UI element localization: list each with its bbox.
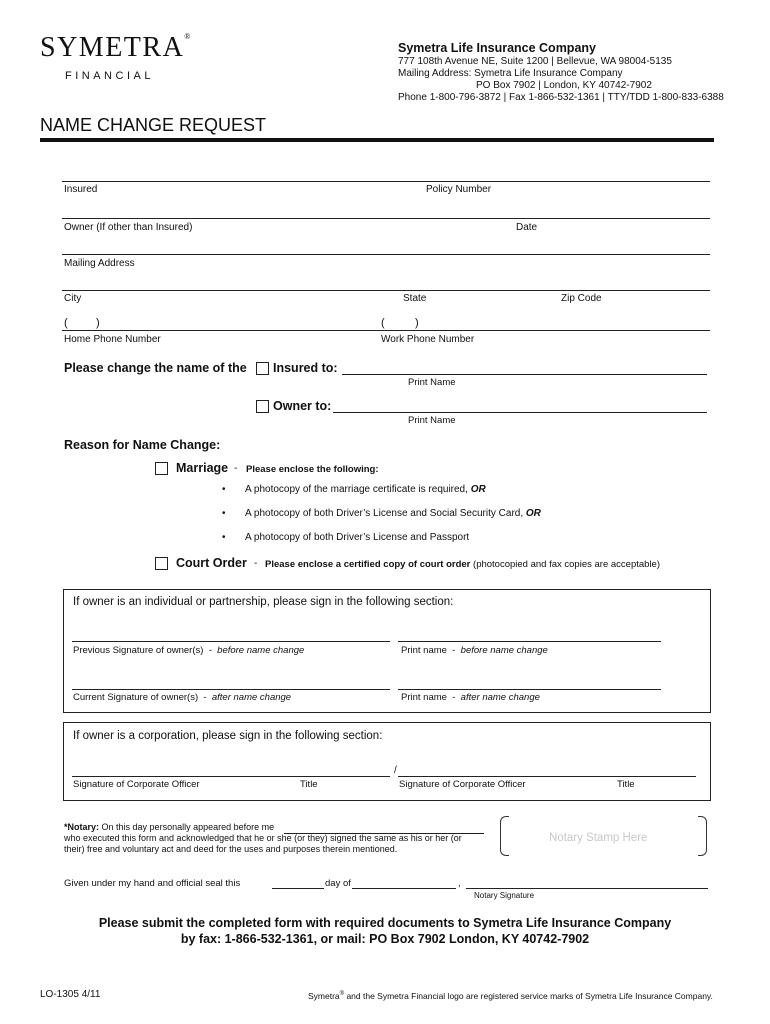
trademark-text: and the Symetra Financial logo are registered service marks of Symetra Life Insurance Company. bbox=[346, 991, 713, 1001]
trademark-notice bbox=[308, 991, 713, 1001]
court-order-checkbox[interactable] bbox=[155, 557, 168, 570]
current-print-name-text: Print name bbox=[401, 692, 447, 703]
current-print-name-after: after name change bbox=[460, 692, 540, 703]
marriage-dash: - bbox=[234, 463, 238, 474]
work-phone-paren-open: ( bbox=[381, 317, 385, 329]
state-label: State bbox=[403, 293, 427, 304]
notary-paragraph bbox=[64, 822, 504, 855]
current-signature-sep: - bbox=[203, 692, 207, 703]
insured-label: Insured bbox=[64, 184, 98, 195]
notary-appeared-line[interactable] bbox=[284, 833, 484, 834]
or-2: OR bbox=[525, 508, 541, 519]
home-phone-label: Home Phone Number bbox=[64, 334, 161, 345]
court-order-note bbox=[265, 559, 660, 570]
marriage-option-2-text: A photocopy of both Driver’s License and Social Security Card, bbox=[245, 508, 524, 519]
corporation-heading: If owner is a corporation, please sign in the following section: bbox=[73, 730, 383, 742]
previous-signature-text: Previous Signature of owner(s) bbox=[73, 645, 204, 656]
phone-line[interactable] bbox=[62, 330, 710, 331]
insured-checkbox[interactable] bbox=[256, 362, 269, 375]
logo-word: SYMETRA bbox=[40, 32, 185, 63]
or-1: OR bbox=[470, 484, 486, 495]
marriage-option-3: A photocopy of both Driver’s License and Passport bbox=[245, 532, 470, 543]
city-label: City bbox=[64, 293, 82, 304]
symetra-logo bbox=[40, 32, 191, 64]
city-line[interactable] bbox=[62, 290, 710, 291]
trademark-symetra: Symetra bbox=[308, 991, 340, 1001]
date-label: Date bbox=[516, 222, 538, 233]
marriage-note: Please enclose the following: bbox=[246, 464, 379, 475]
marriage-option-1-text: A photocopy of the marriage certificate is required, bbox=[245, 484, 468, 495]
marriage-option-2 bbox=[245, 508, 541, 519]
previous-signature-before: before name change bbox=[217, 645, 305, 656]
submit-instructions-line1: Please submit the completed form with required documents to Symetra Life Insurance Company bbox=[98, 916, 672, 930]
mailing-address-line2: PO Box 7902 | London, KY 40742-7902 bbox=[476, 80, 652, 91]
logo-subtitle: FINANCIAL bbox=[65, 70, 154, 82]
work-phone-label: Work Phone Number bbox=[381, 334, 475, 345]
previous-print-name-text: Print name bbox=[401, 645, 447, 656]
stamp-bracket-left bbox=[500, 816, 509, 856]
marriage-checkbox[interactable] bbox=[155, 462, 168, 475]
current-print-name-line[interactable] bbox=[398, 689, 661, 690]
bullet-3: • bbox=[222, 532, 226, 543]
previous-print-name-before: before name change bbox=[460, 645, 548, 656]
notary-signature-label: Notary Signature bbox=[474, 891, 535, 900]
court-order-label: Court Order bbox=[176, 556, 247, 570]
current-print-name-sep: - bbox=[452, 692, 456, 703]
owner-checkbox[interactable] bbox=[256, 400, 269, 413]
mailing-address-line1: Mailing Address: Symetra Life Insurance Company bbox=[398, 68, 623, 79]
current-signature-label bbox=[73, 692, 291, 703]
court-order-note-text: Please enclose a certified copy of court order bbox=[265, 559, 471, 570]
insured-print-name-label: Print Name bbox=[408, 377, 456, 388]
title-rule bbox=[40, 138, 714, 142]
marriage-label: Marriage bbox=[176, 461, 229, 475]
officer-signature-label-1: Signature of Corporate Officer bbox=[73, 779, 200, 790]
home-phone-paren-open: ( bbox=[64, 317, 68, 329]
notary-label: *Notary: bbox=[64, 822, 100, 832]
bullet-1: • bbox=[222, 484, 226, 495]
change-name-lead: Please change the name of the bbox=[64, 361, 247, 375]
page-title: NAME CHANGE REQUEST bbox=[40, 115, 267, 135]
officer-title-label-2: Title bbox=[617, 779, 635, 790]
previous-signature-sep: - bbox=[208, 645, 212, 656]
given-under-label: Given under my hand and official seal this bbox=[64, 878, 241, 889]
owner-new-name-line[interactable] bbox=[333, 412, 707, 413]
current-print-name-label bbox=[401, 692, 540, 703]
policy-number-label: Policy Number bbox=[426, 184, 492, 195]
officer-signature-label-2: Signature of Corporate Officer bbox=[399, 779, 526, 790]
officer-signature-line-1[interactable] bbox=[72, 776, 390, 777]
given-comma: , bbox=[458, 878, 461, 889]
mailing-address-label: Mailing Address bbox=[64, 258, 135, 269]
submit-instructions-line2: by fax: 1-866-532-1361, or mail: PO Box 7902 London, KY 40742-7902 bbox=[180, 932, 590, 946]
previous-print-name-sep: - bbox=[452, 645, 456, 656]
previous-print-name-line[interactable] bbox=[398, 641, 661, 642]
given-day-line[interactable] bbox=[272, 888, 324, 889]
notary-signature-line[interactable] bbox=[466, 888, 708, 889]
previous-signature-line[interactable] bbox=[72, 641, 390, 642]
notary-line2: who executed this form and acknowledged that he or she (or they) signed the same as his or her (or bbox=[64, 833, 462, 843]
day-of-label: day of bbox=[325, 878, 351, 889]
notary-line3: their) free and voluntary act and deed for the uses and purposes therein mentioned. bbox=[64, 844, 398, 854]
officer-signature-line-2[interactable] bbox=[398, 776, 696, 777]
company-address: 777 108th Avenue NE, Suite 1200 | Bellevue, WA 98004-5135 bbox=[398, 56, 672, 67]
stamp-bracket-right bbox=[698, 816, 707, 856]
zip-label: Zip Code bbox=[561, 293, 602, 304]
individual-heading: If owner is an individual or partnership, please sign in the following section: bbox=[73, 596, 454, 608]
current-signature-after: after name change bbox=[211, 692, 292, 703]
officer-title-label-1: Title bbox=[300, 779, 318, 790]
insured-new-name-line[interactable] bbox=[342, 374, 707, 375]
insured-to-label: Insured to: bbox=[273, 361, 338, 375]
company-phone: Phone 1-800-796-3872 | Fax 1-866-532-1361 | TTY/TDD 1-800-833-6388 bbox=[398, 92, 724, 103]
current-signature-line[interactable] bbox=[72, 689, 390, 690]
current-signature-text: Current Signature of owner(s) bbox=[73, 692, 199, 703]
court-dash: - bbox=[254, 558, 258, 569]
owner-print-name-label: Print Name bbox=[408, 415, 456, 426]
bullet-2: • bbox=[222, 508, 226, 519]
owner-label: Owner (If other than Insured) bbox=[64, 222, 193, 233]
reason-heading: Reason for Name Change: bbox=[64, 438, 221, 452]
previous-print-name-label bbox=[401, 645, 548, 656]
previous-signature-label bbox=[73, 645, 304, 656]
owner-to-label: Owner to: bbox=[273, 399, 332, 413]
home-phone-paren-close: ) bbox=[96, 317, 100, 329]
given-month-line[interactable] bbox=[352, 888, 456, 889]
insured-line[interactable] bbox=[62, 181, 710, 182]
work-phone-paren-close: ) bbox=[415, 317, 419, 329]
court-order-note-paren: (photocopied and fax copies are acceptable) bbox=[473, 559, 660, 570]
logo-reg: ® bbox=[184, 32, 192, 41]
form-id: LO-1305 4/11 bbox=[40, 989, 101, 1000]
notary-line1: On this day personally appeared before me bbox=[101, 822, 275, 832]
mailing-address-line[interactable] bbox=[62, 254, 710, 255]
marriage-option-1 bbox=[245, 484, 486, 495]
officer-slash: / bbox=[394, 765, 397, 776]
owner-line[interactable] bbox=[62, 218, 710, 219]
trademark-reg: ® bbox=[339, 991, 345, 998]
company-name: Symetra Life Insurance Company bbox=[398, 41, 596, 55]
notary-stamp-area[interactable]: Notary Stamp Here bbox=[549, 832, 648, 844]
